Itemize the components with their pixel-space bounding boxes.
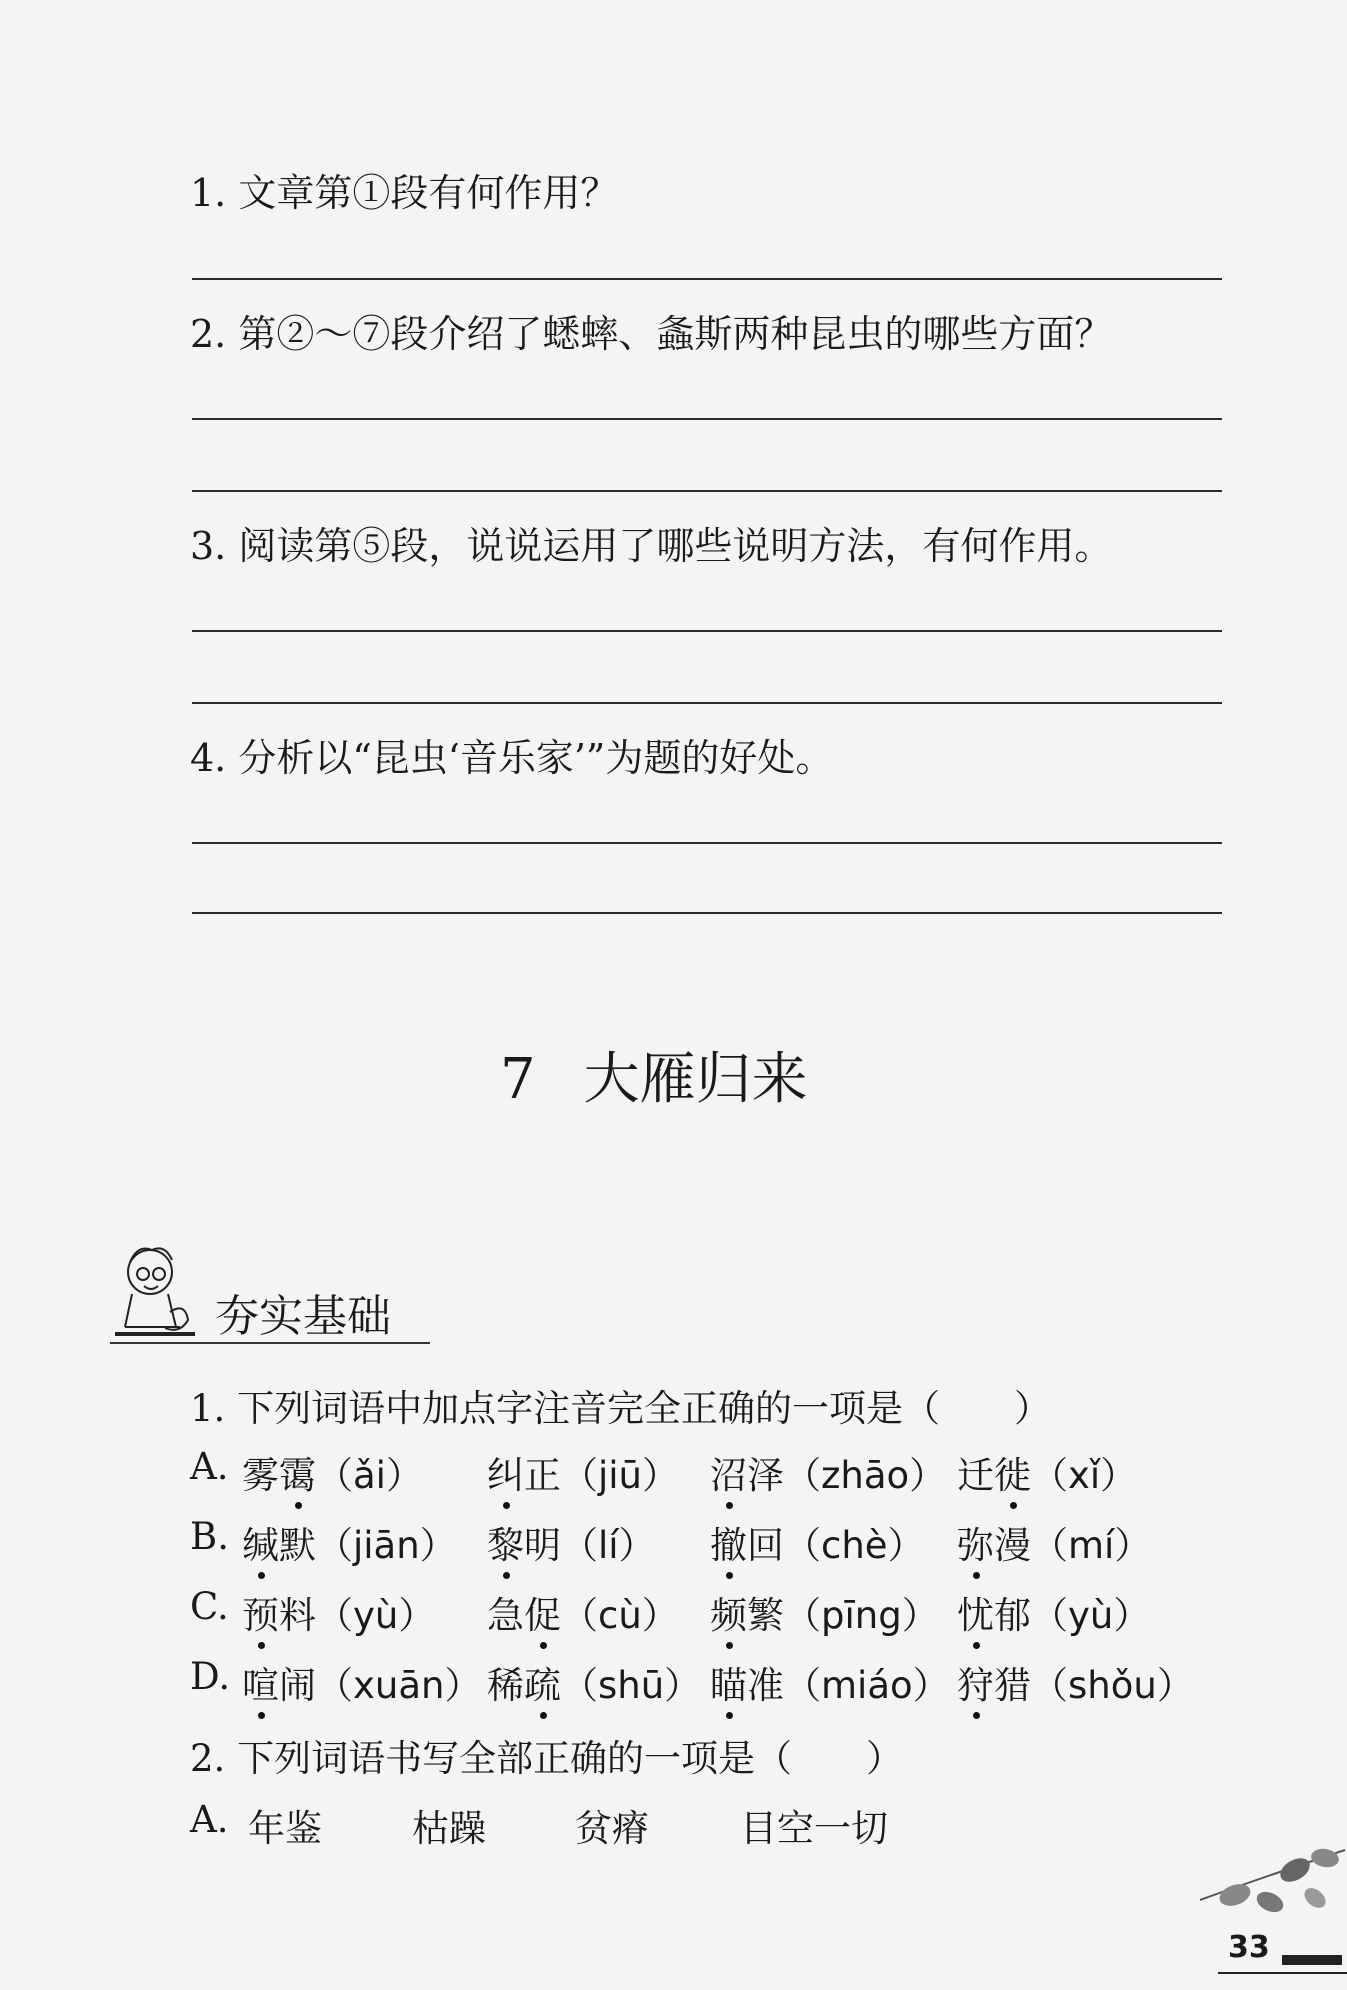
option-word — [710, 1515, 925, 1569]
option-word — [487, 1585, 679, 1639]
dotted-char: 狩 — [957, 1664, 994, 1707]
dotted-char: 黎 — [487, 1524, 524, 1567]
word-char: 迁 — [957, 1454, 994, 1497]
option-word — [487, 1655, 701, 1709]
option-label: A. — [190, 1798, 229, 1841]
dotted-char: 纠 — [487, 1454, 524, 1497]
word-char: 繁 — [747, 1594, 784, 1637]
dotted-char: 撤 — [710, 1524, 747, 1567]
word-char: 回 — [747, 1524, 784, 1567]
option-word: 贫瘠 — [575, 1807, 649, 1850]
page-number-line — [1218, 1972, 1347, 1974]
answer-line — [192, 842, 1222, 844]
section-title: 夯实基础 — [215, 1291, 391, 1342]
option-word — [487, 1515, 656, 1569]
pinyin: （jiū） — [561, 1454, 680, 1497]
dotted-char: 瞄 — [710, 1664, 747, 1707]
pinyin: （shǒu） — [1031, 1664, 1194, 1707]
answer-line — [192, 418, 1222, 420]
dotted-char: 促 — [524, 1594, 561, 1637]
pinyin: （xuān） — [316, 1664, 482, 1707]
option-word — [957, 1585, 1150, 1639]
dotted-char: 霭 — [279, 1454, 316, 1497]
word-char: 明 — [524, 1524, 561, 1567]
pinyin: （yù） — [316, 1594, 436, 1637]
exercise-1-stem: 1. 下列词语中加点字注音完全正确的一项是（ ） — [190, 1387, 1052, 1430]
pinyin: （chè） — [784, 1524, 925, 1567]
dotted-char: 疏 — [524, 1664, 561, 1707]
option-word — [242, 1445, 423, 1499]
answer-line — [192, 702, 1222, 704]
pinyin: （zhāo） — [784, 1454, 947, 1497]
word-char: 猎 — [994, 1664, 1031, 1707]
answer-line — [192, 278, 1222, 280]
dotted-char: 缄 — [242, 1524, 279, 1567]
word-char: 雾 — [242, 1454, 279, 1497]
page-number-bar — [1282, 1955, 1342, 1965]
pinyin: （shū） — [561, 1664, 702, 1707]
question-2: 2. 第②～⑦段介绍了蟋蟀、螽斯两种昆虫的哪些方面？ — [190, 312, 1113, 356]
word-char: 闹 — [279, 1664, 316, 1707]
pinyin: （pīng） — [784, 1594, 939, 1637]
option-word — [242, 1515, 457, 1569]
question-4: 4. 分析以“昆虫‘音乐家’”为题的好处。 — [190, 736, 834, 780]
dotted-char: 预 — [242, 1594, 279, 1637]
pinyin: （yù） — [1031, 1594, 1151, 1637]
page-number: 33 — [1228, 1930, 1270, 1965]
option-label: A. — [190, 1445, 229, 1488]
dotted-char: 频 — [710, 1594, 747, 1637]
dotted-char: 弥 — [957, 1524, 994, 1567]
word-char: 急 — [487, 1594, 524, 1637]
word-char: 料 — [279, 1594, 316, 1637]
exercise-2-stem: 2. 下列词语书写全部正确的一项是（ ） — [190, 1737, 904, 1780]
pinyin: （xǐ） — [1031, 1454, 1138, 1497]
option-word: 目空一切 — [740, 1807, 888, 1850]
question-1: 1. 文章第①段有何作用？ — [190, 171, 619, 215]
option-word: 年鉴 — [248, 1807, 322, 1850]
word-char: 泽 — [747, 1454, 784, 1497]
option-word: 枯躁 — [412, 1807, 486, 1850]
option-word — [957, 1515, 1151, 1569]
pinyin: （ǎi） — [316, 1454, 423, 1497]
word-char: 稀 — [487, 1664, 524, 1707]
dotted-char: 徙 — [994, 1454, 1031, 1497]
word-char: 默 — [279, 1524, 316, 1567]
answer-line — [192, 490, 1222, 492]
section-underline — [110, 1342, 430, 1344]
word-char: 正 — [524, 1454, 561, 1497]
option-label: C. — [190, 1585, 229, 1628]
pinyin: （miáo） — [784, 1664, 950, 1707]
option-word — [957, 1445, 1137, 1499]
option-word — [242, 1585, 435, 1639]
answer-line — [192, 912, 1222, 914]
word-char: 准 — [747, 1664, 784, 1707]
pinyin: （mí） — [1031, 1524, 1152, 1567]
lesson-title — [500, 1035, 808, 1115]
leaf-decoration-icon — [1195, 1840, 1347, 1940]
option-word — [242, 1655, 481, 1709]
word-char: 郁 — [994, 1594, 1031, 1637]
dotted-char: 忧 — [957, 1594, 994, 1637]
dotted-char: 喧 — [242, 1664, 279, 1707]
answer-line — [192, 630, 1222, 632]
question-3: 3. 阅读第⑤段，说说运用了哪些说明方法，有何作用。 — [190, 524, 1113, 568]
word-char: 漫 — [994, 1524, 1031, 1567]
pinyin: （lí） — [561, 1524, 656, 1567]
option-word — [487, 1445, 679, 1499]
lesson-number: 7 — [500, 1047, 536, 1112]
pinyin: （jiān） — [316, 1524, 457, 1567]
lesson-name: 大雁归来 — [583, 1047, 808, 1112]
option-word — [710, 1445, 946, 1499]
option-label: B. — [190, 1515, 229, 1558]
mascot-icon — [110, 1242, 210, 1342]
option-word — [710, 1585, 939, 1639]
option-word — [957, 1655, 1194, 1709]
dotted-char: 沼 — [710, 1454, 747, 1497]
option-label: D. — [190, 1655, 231, 1698]
pinyin: （cù） — [561, 1594, 679, 1637]
option-word — [710, 1655, 950, 1709]
